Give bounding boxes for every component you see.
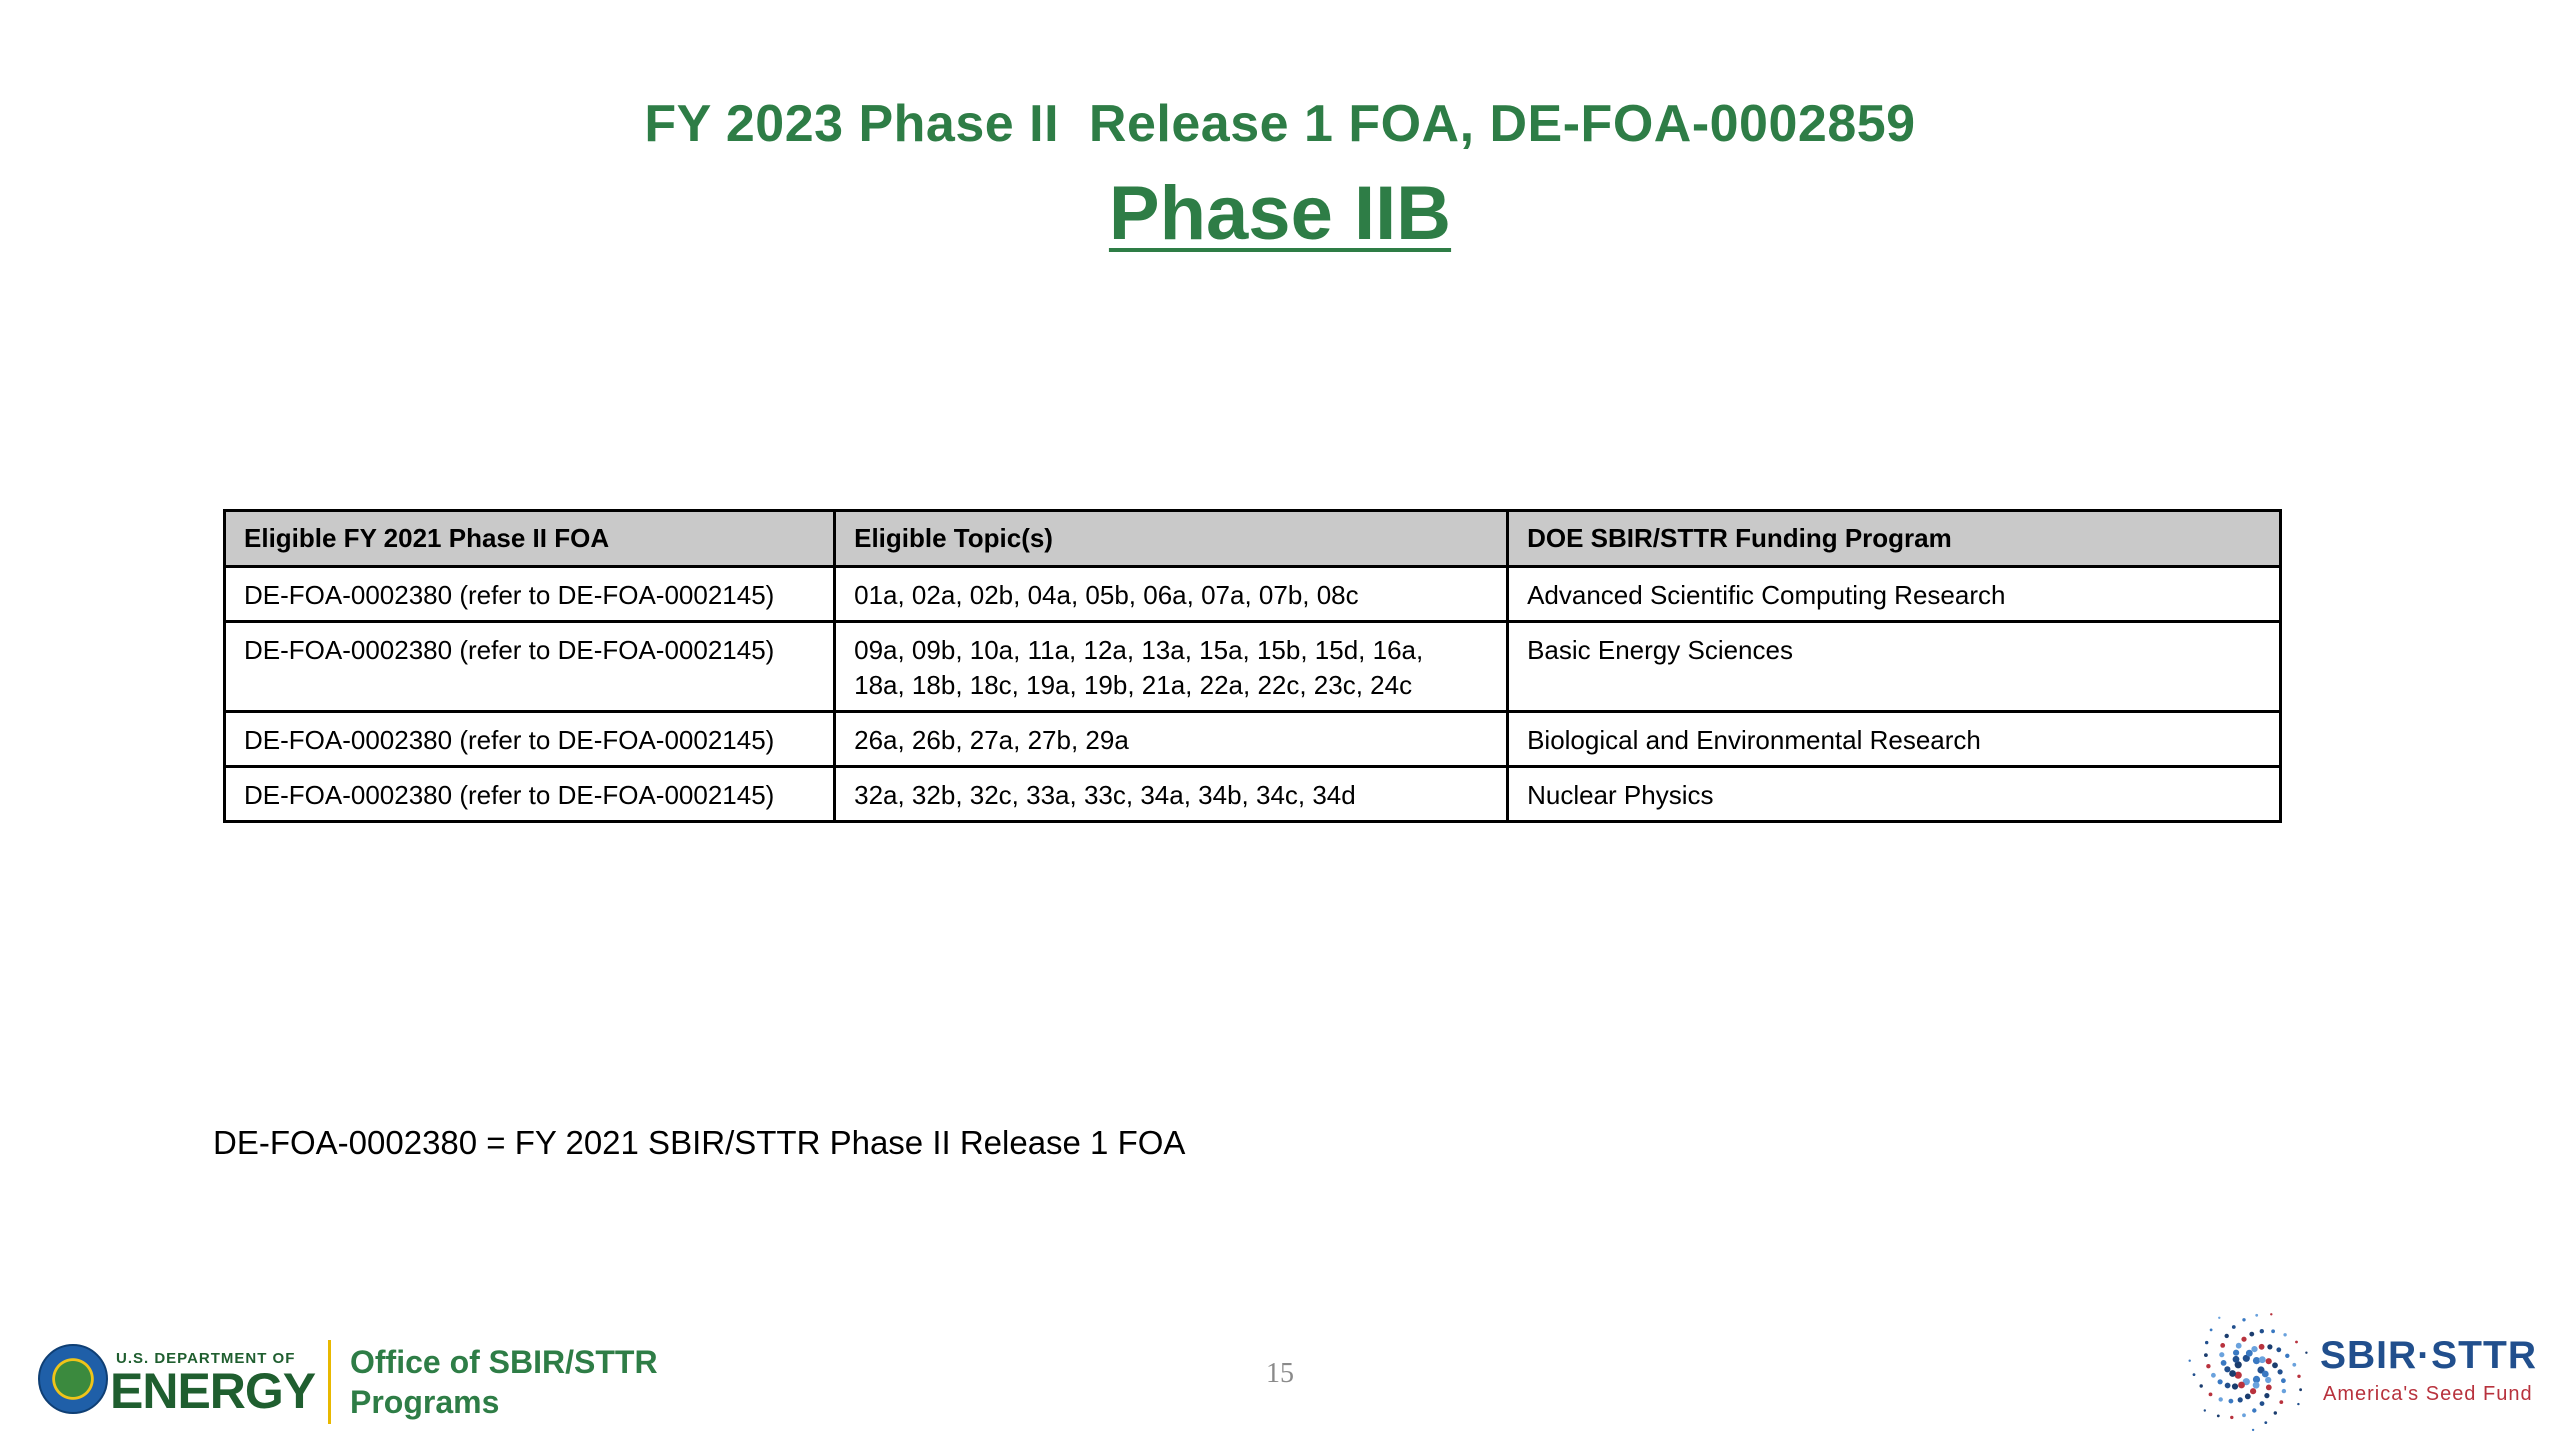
swirl-dot	[2272, 1362, 2278, 1368]
swirl-dot	[2278, 1369, 2283, 1374]
swirl-dot	[2246, 1350, 2253, 1357]
swirl-dot	[2252, 1429, 2254, 1431]
table-row	[225, 567, 2281, 622]
swirl-dot	[2266, 1385, 2272, 1391]
swirl-dot	[2200, 1384, 2203, 1387]
swirl-dot	[2218, 1317, 2220, 1319]
swirl-dot	[2264, 1393, 2269, 1398]
swirl-dot	[2238, 1382, 2245, 1389]
swirl-dot	[2189, 1360, 2191, 1362]
topics-line: 09a, 09b, 10a, 11a, 12a, 13a, 15a, 15b, 15d, 16a,	[854, 635, 1424, 665]
swirl-dot	[2297, 1403, 2299, 1405]
swirl-dot	[2230, 1416, 2233, 1419]
swirl-dot	[2259, 1344, 2265, 1350]
table-cell-topics: 01a, 02a, 02b, 04a, 05b, 06a, 07a, 07b, 08c	[835, 567, 1508, 622]
swirl-dot	[2271, 1329, 2275, 1333]
table-row	[225, 767, 2281, 822]
slide-title: FY 2023 Phase II Release 1 FOA, DE-FOA-0002859	[644, 95, 1916, 153]
table-cell-foa: DE-FOA-0002380 (refer to DE-FOA-0002145)	[225, 622, 835, 712]
swirl-dot	[2219, 1352, 2224, 1357]
swirl-dot	[2267, 1344, 2272, 1349]
swirl-dot	[2265, 1377, 2271, 1383]
table-header-row	[225, 511, 2281, 567]
swirl-dot	[2241, 1337, 2246, 1342]
swirl-dot	[2220, 1343, 2225, 1348]
swirl-dot	[2264, 1421, 2267, 1424]
swirl-dot	[2224, 1366, 2230, 1372]
swirl-dot	[2206, 1364, 2210, 1368]
swirl-dot	[2253, 1382, 2260, 1389]
swirl-dot	[2210, 1329, 2213, 1332]
swirl-dot	[2299, 1388, 2302, 1391]
logo-divider	[328, 1340, 331, 1424]
seed-swirl-icon	[2185, 1308, 2313, 1432]
sbir-sttr-logo	[2185, 1300, 2550, 1430]
swirl-dot	[2253, 1357, 2260, 1364]
office-name	[350, 1342, 658, 1422]
doe-logo-wordmark: ENERGY	[110, 1363, 316, 1419]
column-header-topics: Eligible Topic(s)	[835, 511, 1508, 567]
table-cell-program: Nuclear Physics	[1508, 767, 2281, 822]
swirl-dot	[2232, 1383, 2238, 1389]
swirl-dot	[2274, 1411, 2277, 1414]
swirl-dot	[2252, 1408, 2256, 1412]
swirl-dot	[2211, 1373, 2216, 1378]
swirl-dot	[2236, 1343, 2242, 1349]
swirl-dot	[2225, 1334, 2229, 1338]
doe-seal-icon	[38, 1344, 108, 1414]
swirl-dot	[2204, 1409, 2206, 1411]
swirl-dot	[2279, 1400, 2283, 1404]
table-cell-topics: 26a, 26b, 27a, 27b, 29a	[835, 712, 1508, 767]
table-cell-program: Advanced Scientific Computing Research	[1508, 567, 2281, 622]
swirl-dot	[2282, 1389, 2286, 1393]
swirl-dot	[2297, 1375, 2300, 1378]
swirl-dot	[2225, 1383, 2231, 1389]
swirl-dot	[2292, 1363, 2296, 1367]
swirl-dot	[2260, 1329, 2264, 1333]
table-cell-topics	[835, 622, 1508, 712]
swirl-dot	[2281, 1378, 2286, 1383]
swirl-dot	[2276, 1347, 2281, 1352]
swirl-dot	[2204, 1353, 2208, 1357]
swirl-dot	[2217, 1415, 2220, 1418]
swirl-dot	[2260, 1401, 2265, 1406]
sbir-sttr-wordmark: SBIR·STTR	[2320, 1334, 2537, 1377]
swirl-dot	[2233, 1356, 2240, 1363]
column-header-program: DOE SBIR/STTR Funding Program	[1508, 511, 2281, 567]
swirl-dot	[2245, 1394, 2251, 1400]
swirl-dot	[2209, 1393, 2213, 1397]
table-row	[225, 622, 2281, 712]
swirl-dot	[2229, 1370, 2236, 1377]
table-cell-program: Biological and Environmental Research	[1508, 712, 2281, 767]
slide-subtitle: Phase IIB	[1108, 171, 1452, 256]
footnote: DE-FOA-0002380 = FY 2021 SBIR/STTR Phase II Release 1 FOA	[213, 1124, 1186, 1161]
swirl-dot	[2229, 1399, 2234, 1404]
swirl-dot	[2205, 1341, 2208, 1344]
swirl-dot	[2242, 1413, 2246, 1417]
topics-line: 18a, 18b, 18c, 19a, 19b, 21a, 22a, 22c, 23c, 24c	[854, 670, 1413, 700]
table-cell-topics: 32a, 32b, 32c, 33a, 33c, 34a, 34b, 34c, 34d	[835, 767, 1508, 822]
table-cell-foa: DE-FOA-0002380 (refer to DE-FOA-0002145)	[225, 767, 835, 822]
swirl-dot	[2238, 1397, 2243, 1402]
swirl-dot	[2295, 1341, 2298, 1344]
doe-logo-small-text: U.S. DEPARTMENT OF	[116, 1350, 296, 1367]
swirl-dot	[2251, 1346, 2257, 1352]
office-name-line1: Office of SBIR/STTR	[350, 1344, 658, 1380]
swirl-dot	[2285, 1354, 2289, 1358]
swirl-dot	[2262, 1371, 2269, 1378]
swirl-dot	[2255, 1314, 2258, 1317]
page-number: 15	[1266, 1358, 1294, 1389]
table-cell-program: Basic Energy Sciences	[1508, 622, 2281, 712]
office-name-line2: Programs	[350, 1384, 500, 1420]
swirl-dot	[2232, 1325, 2236, 1329]
swirl-dot	[2219, 1397, 2223, 1401]
swirl-dot	[2305, 1352, 2307, 1354]
swirl-dot	[2221, 1360, 2227, 1366]
swirl-dot	[2242, 1318, 2245, 1321]
column-header-foa: Eligible FY 2021 Phase II FOA	[225, 511, 835, 567]
swirl-dot	[2270, 1313, 2272, 1315]
swirl-dot	[2193, 1373, 2196, 1376]
swirl-dot	[2249, 1332, 2254, 1337]
swirl-dot	[2259, 1356, 2266, 1363]
swirl-dot	[2218, 1379, 2223, 1384]
sbir-sttr-tagline: America's Seed Fund	[2323, 1383, 2533, 1405]
swirl-dot	[2250, 1388, 2256, 1394]
table-row	[225, 712, 2281, 767]
table-cell-foa: DE-FOA-0002380 (refer to DE-FOA-0002145)	[225, 712, 835, 767]
swirl-dot	[2233, 1350, 2239, 1356]
swirl-dot	[2266, 1358, 2272, 1364]
doe-logo	[38, 1340, 338, 1424]
swirl-dot	[2283, 1333, 2286, 1336]
eligibility-table	[223, 509, 2282, 823]
table-cell-foa: DE-FOA-0002380 (refer to DE-FOA-0002145)	[225, 567, 835, 622]
